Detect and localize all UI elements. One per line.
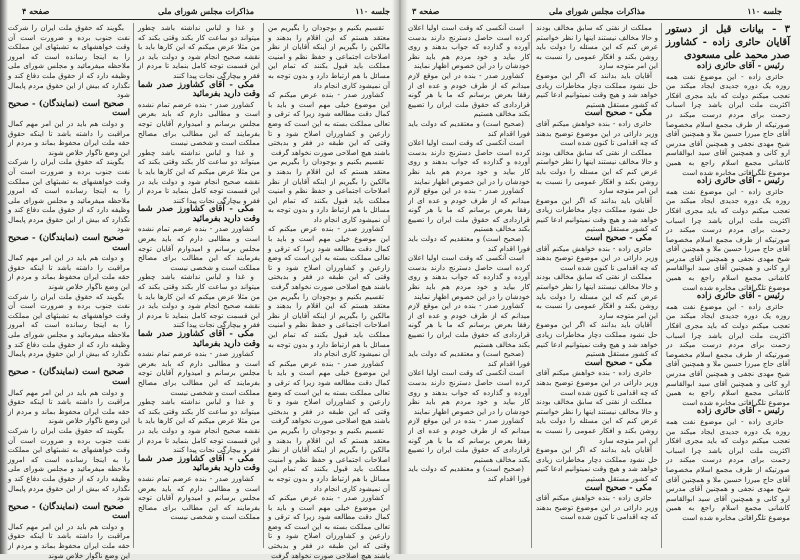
- paragraph: مکی - صحیح است: [584, 357, 652, 368]
- paragraph: (صحیح است) و معتقدیم که دولت باید فورا اقدام کند: [408, 234, 530, 253]
- paragraph: آقایان باید بدانند که اگر این موضوع حل نشود مملکت دچار مخاطرات زیادی خواهد شد و هیچ وقت نمیتوانیم ادعا کنیم که کشور مستقل هستیم: [536, 195, 658, 234]
- paragraph: و غذا و لباس نداشته باشد چطور میتواند دو ساعت کار بکند وقتی بکند که من مثلا عرض میکنم که این کارها باید با نقشه صحیح انجام شود و دولت باید در این قسمت توجه کامل بنماید تا مردم از فقر و بیچارگی نجات پیدا کنند: [138, 272, 260, 330]
- paragraph: صحیح است (نمایندگان) - صحیح است: [8, 501, 130, 522]
- paragraph: و دولت هم باید در این امر مهم کمال مراقبت را داشته باشد تا اینکه حقوق حقه ملت ایران محفوظ بماند و مردم از این وضع ناگوار خلاص شوند: [8, 253, 130, 292]
- right-page: [400, 0, 800, 554]
- header-rule: [412, 19, 782, 20]
- paragraph: حائری زاده - این موضوع نفت همه روزه یک دوره جدیدی ایجاد میکند من تعجب میکنم دولت که باید مجری افکار اکثریت ملت ایران باشد چرا اسباب زحمت برای مردم درست میکند در صورتیکه از طرف مجمع اسلام مخصوصا آقای حاج میرزا حسین ملا و همچنین آقای شیخ مهدی نجفی و همچنین آقای مدرس ارو کانی و همچنین آقای سید ابوالقاسم کاشانی مجمع اسلام راجع به همین موضوع تلگرافاتی مخابره شده است: [666, 301, 790, 407]
- paragraph: کشاورز صدر - بنده عرضم تمام نشده است و مطالبی دارم که باید بعرض مجلس برسانم و امیدوارم آقایان توجه بفرمایند که این مطالب برای مصالح مملکت است و شخصی نیست: [138, 224, 260, 272]
- paragraph: حائری زاده - بنده خواهش میکنم آقای وزیر دارائی در این موضوع توضیح بدهند که چه اقدامی تا کنون شده است: [536, 493, 658, 522]
- paragraph: بگویند که حقوق ملت ایران را شرکت نفت جنوب برده و ضرورت است آن وقت خواهشهای به تشبثهای این مملکت را به اینجا رسانده است که امروز ملاحظه میفرمائید و مجلس شورای ملی وظیفه دارد که از حقوق ملت دفاع کند و نگذارد که بیش از این حقوق مردم پایمال شود: [8, 425, 130, 503]
- paragraph: و غذا و لباس نداشته باشد چطور میتواند دو ساعت کار بکند وقتی بکند که من مثلا عرض میکنم که این کارها باید با نقشه صحیح انجام شود و دولت باید در این قسمت توجه کامل بنماید تا مردم از فقر و بیچارگی نجات پیدا کنند: [138, 397, 260, 455]
- paragraph: مکی - آقای کشاورز صدر شما وقت دارید بفرمائید: [138, 79, 260, 100]
- header-rule: [22, 19, 390, 20]
- text-column-1: [666, 23, 790, 548]
- paragraph: مکی - صحیح است: [584, 482, 652, 493]
- paragraph: و دولت هم باید در این امر مهم کمال مراقبت را داشته باشد تا اینکه حقوق حقه ملت ایران محفوظ بماند و مردم از این وضع ناگوار خلاص شوند: [8, 387, 130, 426]
- paragraph: آقایان باید بدانند که اگر این موضوع حل نشود مملکت دچار مخاطرات زیادی خواهد شد و هیچ وقت نمیتوانیم ادعا کنیم که کشور مستقل هستیم: [536, 320, 658, 359]
- paragraph: (صحیح است) و معتقدیم که دولت باید فورا اقدام کند: [408, 118, 530, 138]
- paragraph: تقسیم بکنیم و بوجودان را بگیریم من معتقد هستم که این اقلام را بدهند و مالکین را بگیریم از اینکه آقایان از نظر اصلاحات اجتماعی و حفظ نظم و امنیت مملکت باید قبول بکنند که تمام این مسائل با هم ارتباط دارد و بدون توجه به آن نمیشود کاری انجام داد: [268, 291, 390, 359]
- paragraph: مملکت از نفتی که سابق مخالف بودند و حالا مخالف نیستند اینها را نظر خواستم عرض کنم که این مسئله را دولت باید روشن بکند و افکار عمومی را نسبت به این امر متوجه سازد: [536, 272, 658, 320]
- paragraph: کشاورز صدر - بنده در این موقع لازم میدانم که از طرف خودم و عده ای از رفقا بعرض برسانم که ما با هر گونه قراردادی که حقوق ملت ایران را تضییع بکند مخالف هستیم: [408, 186, 530, 234]
- paragraph: مکی - صحیح است: [584, 108, 652, 119]
- paragraph: (صحیح است) و معتقدیم که دولت باید فورا اقدام کند: [408, 349, 530, 368]
- left-page-header: [22, 6, 390, 18]
- paragraph: و غذا و لباس نداشته باشد چطور میتواند دو ساعت کار بکند وقتی بکند که من مثلا عرض میکنم که این کارها باید با نقشه صحیح انجام شود و دولت باید در این قسمت توجه کامل بنماید تا مردم از فقر و بیچارگی نجات پیدا کنند: [138, 23, 260, 80]
- paragraph: مکی - آقای کشاورز صدر شما وقت دارید بفرمائید: [138, 453, 260, 474]
- paragraph: آقایان باید بدانند که اگر این موضوع حل نشود مملکت دچار مخاطرات زیادی خواهد شد و هیچ وقت نمیتوانیم ادعا کنیم که کشور مستقل هستیم: [536, 445, 658, 483]
- paragraph: و دولت هم باید در این امر مهم کمال مراقبت را داشته باشد تا اینکه حقوق حقه ملت ایران محفوظ بماند و مردم از این وضع ناگوار خلاص شوند: [8, 521, 130, 560]
- paragraph: کشاورز صدر - بنده عرضم تمام نشده است و مطالبی دارم که باید بعرض مجلس برسانم و امیدوارم آقایان توجه بفرمایند که این مطالب برای مصالح مملکت است و شخصی نیست: [138, 99, 260, 148]
- paragraph: کشاورز صدر - بنده در این موقع لازم میدانم که از طرف خودم و عده ای از رفقا بعرض برسانم که ما با هر گونه قراردادی که حقوق ملت ایران را تضییع بکند مخالف هستیم: [408, 70, 530, 119]
- paragraph: است آنکسی که وقت است اولیا اعلان کرده است حاصل دسترنج دارند بدست آورده و گذارده که جواب بدهند و روی کار بیاید و خود مردم هم باید نظر خودشان را در این خصوص اظهار نمایند: [408, 368, 530, 416]
- paragraph: مکی - آقای کشاورز صدر شما وقت دارید بفرمائید: [138, 329, 260, 349]
- paragraph: کشاورز صدر - بنده عرض میکنم که این موضوع خیلی مهم است و باید با کمال دقت مطالعه شود زیرا که ترقی و تعالی مملکت بسته به این است که وضع زارعین و کشاورزان اصلاح شود و تا وقتی که این طبقه در فقر و بدبختی باشند هیچ اصلاحی صورت نخواهد گرفت: [268, 224, 390, 292]
- paragraph: است آنکسی که وقت است اولیا اعلان کرده است حاصل دسترنج دارند بدست آورده و گذارده که جواب بدهند و روی کار بیاید و خود مردم هم باید نظر خودشان را در این خصوص اظهار نمایند: [408, 253, 530, 301]
- paragraph: رئیس - آقای حائری زاده: [696, 291, 784, 302]
- paragraph: کشاورز صدر - بنده عرض میکنم که این موضوع خیلی مهم است و باید با کمال دقت مطالعه شود زیرا که ترقی و تعالی مملکت بسته به این است که وضع زارعین و کشاورزان اصلاح شود و تا وقتی که این طبقه در فقر و بدبختی باشند هیچ اصلاحی صورت نخواهد گرفت: [268, 90, 390, 157]
- paragraph: تقسیم بکنیم و بوجودان را بگیریم من معتقد هستم که این اقلام را بدهند و مالکین را بگیریم از اینکه آقایان از نظر اصلاحات اجتماعی و حفظ نظم و امنیت مملکت باید قبول بکنند که تمام این مسائل با هم ارتباط دارد و بدون توجه به آن نمیشود کاری انجام داد: [268, 157, 390, 224]
- text-column-2: [536, 23, 658, 548]
- paragraph: مملکت از نفتی که سابق مخالف بودند و حالا مخالف نیستند اینها را نظر خواستم عرض کنم که این مسئله را دولت باید روشن بکند و افکار عمومی را نسبت به این امر متوجه سازد: [536, 23, 658, 71]
- paragraph: مملکت از نفتی که سابق مخالف بودند و حالا مخالف نیستند اینها را نظر خواستم عرض کنم که این مسئله را دولت باید روشن بکند و افکار عمومی را نسبت به این امر متوجه سازد: [536, 147, 658, 196]
- page-number: صفحه ۳: [412, 6, 440, 16]
- paragraph: صحیح است (نمایندگان) - صحیح است: [8, 98, 130, 119]
- column-divider: [263, 23, 264, 548]
- paragraph: بگویند که حقوق ملت ایران را شرکت نفت جنوب برده و ضرورت است آن وقت خواهشهای به تشبثهای این مملکت را به اینجا رسانده است که امروز ملاحظه میفرمائید و مجلس شورای ملی وظیفه دارد که از حقوق ملت دفاع کند و نگذارد که بیش از این حقوق مردم پایمال شود: [8, 157, 130, 234]
- text-column-2: [138, 23, 260, 548]
- paragraph: کشاورز صدر - بنده عرضم تمام نشده است و مطالبی دارم که باید بعرض مجلس برسانم و امیدوارم آقایان توجه بفرمایند که این مطالب برای مصالح مملکت است و شخصی نیست: [138, 473, 260, 522]
- paragraph: تقسیم بکنیم و بوجودان را بگیریم من معتقد هستم که این اقلام را بدهند و مالکین را بگیریم از اینکه آقایان از نظر اصلاحات اجتماعی و حفظ نظم و امنیت مملکت باید قبول بکنند که تمام این مسائل با هم ارتباط دارد و بدون توجه به آن نمیشود کاری انجام داد: [268, 23, 390, 90]
- paragraph: و دولت هم باید در این امر مهم کمال مراقبت را داشته باشد تا اینکه حقوق حقه ملت ایران محفوظ بماند و مردم از این وضع ناگوار خلاص شوند: [8, 118, 130, 157]
- page-number: صفحه ۴: [22, 6, 50, 16]
- column-divider: [661, 23, 662, 548]
- session-number: جلسه ۱۱۰: [355, 6, 390, 16]
- paragraph: کشاورز صدر - بنده عرض میکنم که این موضوع خیلی مهم است و باید با کمال دقت مطالعه شود زیرا که ترقی و تعالی مملکت بسته به این است که وضع زارعین و کشاورزان اصلاح شود و تا وقتی که این طبقه در فقر و بدبختی باشند هیچ اصلاحی صورت نخواهد گرفت: [268, 493, 390, 560]
- paragraph: صحیح است (نمایندگان) - صحیح است: [8, 367, 130, 387]
- paragraph: کشاورز صدر - بنده عرضم تمام نشده است و مطالبی دارم که باید بعرض مجلس برسانم و امیدوارم آقایان توجه بفرمایند که این مطالب برای مصالح مملکت است و شخصی نیست: [138, 349, 260, 397]
- paragraph: کشاورز صدر - بنده در این موقع لازم میدانم که از طرف خودم و عده ای از رفقا بعرض برسانم که ما با هر گونه قراردادی که حقوق ملت ایران را تضییع بکند مخالف هستیم: [408, 416, 530, 464]
- book-gutter: [392, 0, 408, 554]
- running-title: مذاکرات مجلس شورای ملی: [548, 6, 646, 16]
- text-column-3: [8, 23, 130, 560]
- paragraph: صحیح است (نمایندگان) - صحیح است: [8, 233, 130, 253]
- paragraph: مکی - صحیح است: [584, 233, 652, 244]
- paragraph: است آنکسی که وقت است اولیا اعلان کرده است حاصل دسترنج دارند بدست آورده و گذارده که جواب بدهند و روی کار بیاید و خود مردم هم باید نظر خودشان را در این خصوص اظهار نمایند: [408, 23, 530, 71]
- paragraph: کشاورز صدر - بنده عرض میکنم که این موضوع خیلی مهم است و باید با کمال دقت مطالعه شود زیرا که ترقی و تعالی مملکت بسته به این است که وضع زارعین و کشاورزان اصلاح شود و تا وقتی که این طبقه در فقر و بدبختی باشند هیچ اصلاحی صورت نخواهد گرفت: [268, 358, 390, 426]
- text-column-3: [408, 23, 530, 548]
- column-divider: [133, 23, 134, 548]
- paragraph: کشاورز صدر - بنده در این موقع لازم میدانم که از طرف خودم و عده ای از رفقا بعرض برسانم که ما با هر گونه قراردادی که حقوق ملت ایران را تضییع بکند مخالف هستیم: [408, 301, 530, 349]
- column-divider: [531, 23, 532, 548]
- paragraph: رئیس - آقای حائری زاده: [696, 176, 784, 187]
- paragraph: بگویند که حقوق ملت ایران را شرکت نفت جنوب برده و ضرورت است آن وقت خواهشهای به تشبثهای این مملکت را به اینجا رسانده است که امروز ملاحظه میفرمائید و مجلس شورای ملی وظیفه دارد که از حقوق ملت دفاع کند و نگذارد که بیش از این حقوق مردم پایمال شود: [8, 23, 130, 100]
- paragraph: بگویند که حقوق ملت ایران را شرکت نفت جنوب برده و ضرورت است آن وقت خواهشهای به تشبثهای این مملکت را به اینجا رسانده است که امروز ملاحظه میفرمائید و مجلس شورای ملی وظیفه دارد که از حقوق ملت دفاع کند و نگذارد که بیش از این حقوق مردم پایمال شود: [8, 291, 130, 368]
- running-title: مذاکرات مجلس شورای ملی: [157, 6, 255, 16]
- paragraph: آقایان باید بدانند که اگر این موضوع حل نشود مملکت دچار مخاطرات زیادی خواهد شد و هیچ وقت نمیتوانیم ادعا کنیم که کشور مستقل هستیم: [536, 70, 658, 109]
- paragraph: حائری زاده - بنده خواهش میکنم آقای وزیر دارائی در این موضوع توضیح بدهند که چه اقدامی تا کنون شده است: [536, 243, 658, 272]
- paragraph: حائری زاده - این موضوع نفت همه روزه یک دوره جدیدی ایجاد میکند من تعجب میکنم دولت که باید مجری افکار اکثریت ملت ایران باشد چرا اسباب زحمت برای مردم درست میکند در صورتیکه از طرف مجمع اسلام مخصوصا آقای حاج میرزا حسین ملا و همچنین آقای شیخ مهدی نجفی و همچنین آقای مدرس ارو کانی و همچنین آقای سید ابوالقاسم کاشانی مجمع اسلام راجع به همین موضوع تلگرافاتی مخابره شده است: [666, 186, 790, 292]
- session-number: جلسه ۱۱۰: [747, 6, 782, 16]
- paragraph: حائری زاده - بنده خواهش میکنم آقای وزیر دارائی در این موضوع توضیح بدهند که چه اقدامی تا کنون شده است: [536, 118, 658, 148]
- paragraph: حائری زاده - این موضوع نفت همه روزه یک دوره جدیدی ایجاد میکند من تعجب میکنم دولت که باید مجری افکار اکثریت ملت ایران باشد چرا اسباب زحمت برای مردم درست میکند در صورتیکه از طرف مجمع اسلام مخصوصا آقای حاج میرزا حسین ملا و همچنین آقای شیخ مهدی نجفی و همچنین آقای مدرس ارو کانی و همچنین آقای سید ابوالقاسم کاشانی مجمع اسلام راجع به همین موضوع تلگرافاتی مخابره شده است: [666, 416, 790, 522]
- paragraph: رئیس - آقای حائری زاده: [696, 61, 784, 71]
- paragraph: تقسیم بکنیم و بوجودان را بگیریم من معتقد هستم که این اقلام را بدهند و مالکین را بگیریم از اینکه آقایان از نظر اصلاحات اجتماعی و حفظ نظم و امنیت مملکت باید قبول بکنند که تمام این مسائل با هم ارتباط دارد و بدون توجه به آن نمیشود کاری انجام داد: [268, 425, 390, 493]
- paragraph: مملکت از نفتی که سابق مخالف بودند و حالا مخالف نیستند اینها را نظر خواستم عرض کنم که این مسئله را دولت باید روشن بکند و افکار عمومی را نسبت به این امر متوجه سازد: [536, 397, 658, 445]
- paragraph: و غذا و لباس نداشته باشد چطور میتواند دو ساعت کار بکند وقتی بکند که من مثلا عرض میکنم که این کارها باید با نقشه صحیح انجام شود و دولت باید در این قسمت توجه کامل بنماید تا مردم از فقر و بیچارگی نجات پیدا کنند: [138, 147, 260, 205]
- right-page-header: [412, 6, 782, 18]
- text-column-1: [268, 23, 390, 560]
- section-heading: ۳ - بیانات قبل از دستور آقایان حائری زاده - کشاورز صدر محمد علی مسعودی: [666, 24, 790, 61]
- paragraph: رئیس - آقای حائری زاده: [696, 406, 784, 417]
- paragraph: حائری زاده - این موضوع نفت همه روزه یک دوره جدیدی ایجاد میکند من تعجب میکنم دولت که باید مجری افکار اکثریت ملت ایران باشد چرا اسباب زحمت برای مردم درست میکند در صورتیکه از طرف مجمع اسلام مخصوصا آقای حاج میرزا حسین ملا و همچنین آقای شیخ مهدی نجفی و همچنین آقای مدرس ارو کانی و همچنین آقای سید ابوالقاسم کاشانی مجمع اسلام راجع به همین موضوع تلگرافاتی مخابره شده است: [666, 71, 790, 177]
- paragraph: (صحیح است) و معتقدیم که دولت باید فورا اقدام کند: [408, 464, 530, 483]
- paragraph: حائری زاده - بنده خواهش میکنم آقای وزیر دارائی در این موضوع توضیح بدهند که چه اقدامی تا کنون شده است: [536, 368, 658, 397]
- paragraph: مکی - آقای کشاورز صدر شما وقت دارید بفرمائید: [138, 204, 260, 224]
- paragraph: است آنکسی که وقت است اولیا اعلان کرده است حاصل دسترنج دارند بدست آورده و گذارده که جواب بدهند و روی کار بیاید و خود مردم هم باید نظر خودشان را در این خصوص اظهار نمایند: [408, 138, 530, 186]
- page-edge-shadow: [0, 0, 8, 554]
